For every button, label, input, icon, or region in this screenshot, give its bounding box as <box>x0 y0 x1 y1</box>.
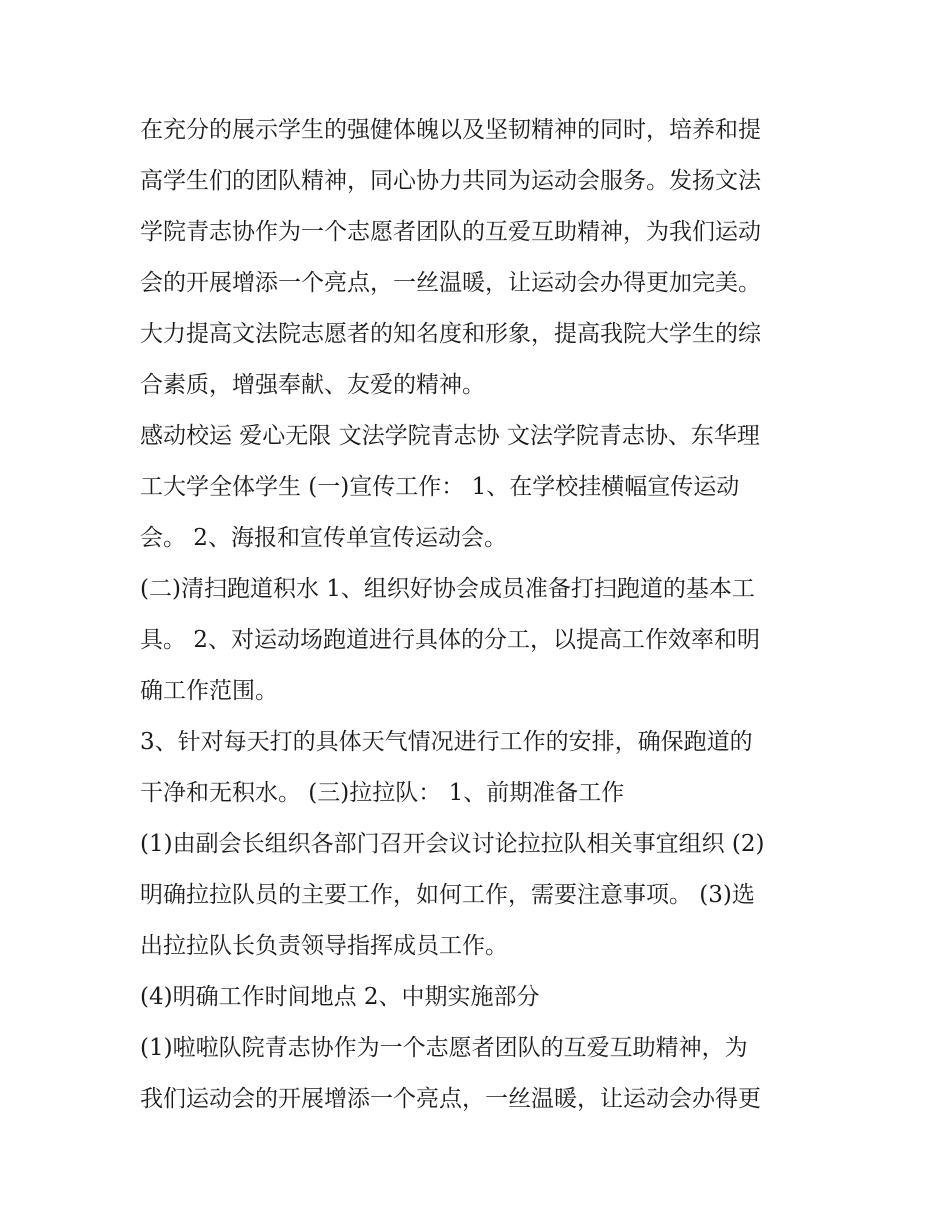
text-line: 感动校运 爱心无限 文法学院青志协 文法学院青志协、东华理 <box>140 423 760 449</box>
document-body <box>140 105 830 1125</box>
text-line: (1)由副会长组织各部门召开会议讨论拉拉队相关事宜组织 (2) <box>140 831 765 857</box>
text-line: 大力提高文法院志愿者的知名度和形象，提高我院大学生的综 <box>140 321 761 347</box>
text-line: 在充分的展示学生的强健体魄以及坚韧精神的同时，培养和提 <box>140 117 761 143</box>
text-line: 明确拉拉队员的主要工作，如何工作，需要注意事项。 (3)选 <box>140 882 755 908</box>
text-line: (二)清扫跑道积水 1、组织好协会成员准备打扫跑道的基本工 <box>140 576 755 602</box>
text-line: 会。 2、海报和宣传单宣传运动会。 <box>140 525 507 551</box>
text-line: 高学生们的团队精神，同心协力共同为运动会服务。发扬文法 <box>140 168 761 194</box>
text-line: 具。 2、对运动场跑道进行具体的分工，以提高工作效率和明 <box>140 627 760 653</box>
text-line: (4)明确工作时间地点 2、中期实施部分 <box>140 984 540 1010</box>
text-line: 3、针对每天打的具体天气情况进行工作的安排，确保跑道的 <box>140 729 753 755</box>
text-line: 会的开展增添一个亮点，一丝温暖，让运动会办得更加完美。 <box>140 270 761 296</box>
text-line: 合素质，增强奉献、友爱的精神。 <box>140 372 485 398</box>
text-line: 干净和无积水。 (三)拉拉队： 1、前期准备工作 <box>140 780 625 806</box>
text-line: 我们运动会的开展增添一个亮点，一丝温暖，让运动会办得更 <box>140 1086 761 1112</box>
text-line: 学院青志协作为一个志愿者团队的互爱互助精神，为我们运动 <box>140 219 761 245</box>
text-line: 出拉拉队长负责领导指挥成员工作。 <box>140 933 508 959</box>
text-line: 工大学全体学生 (一)宣传工作： 1、在学校挂横幅宣传运动 <box>140 474 740 500</box>
text-line: (1)啦啦队院青志协作为一个志愿者团队的互爱互助精神，为 <box>140 1035 748 1061</box>
text-line: 确工作范围。 <box>140 678 278 704</box>
